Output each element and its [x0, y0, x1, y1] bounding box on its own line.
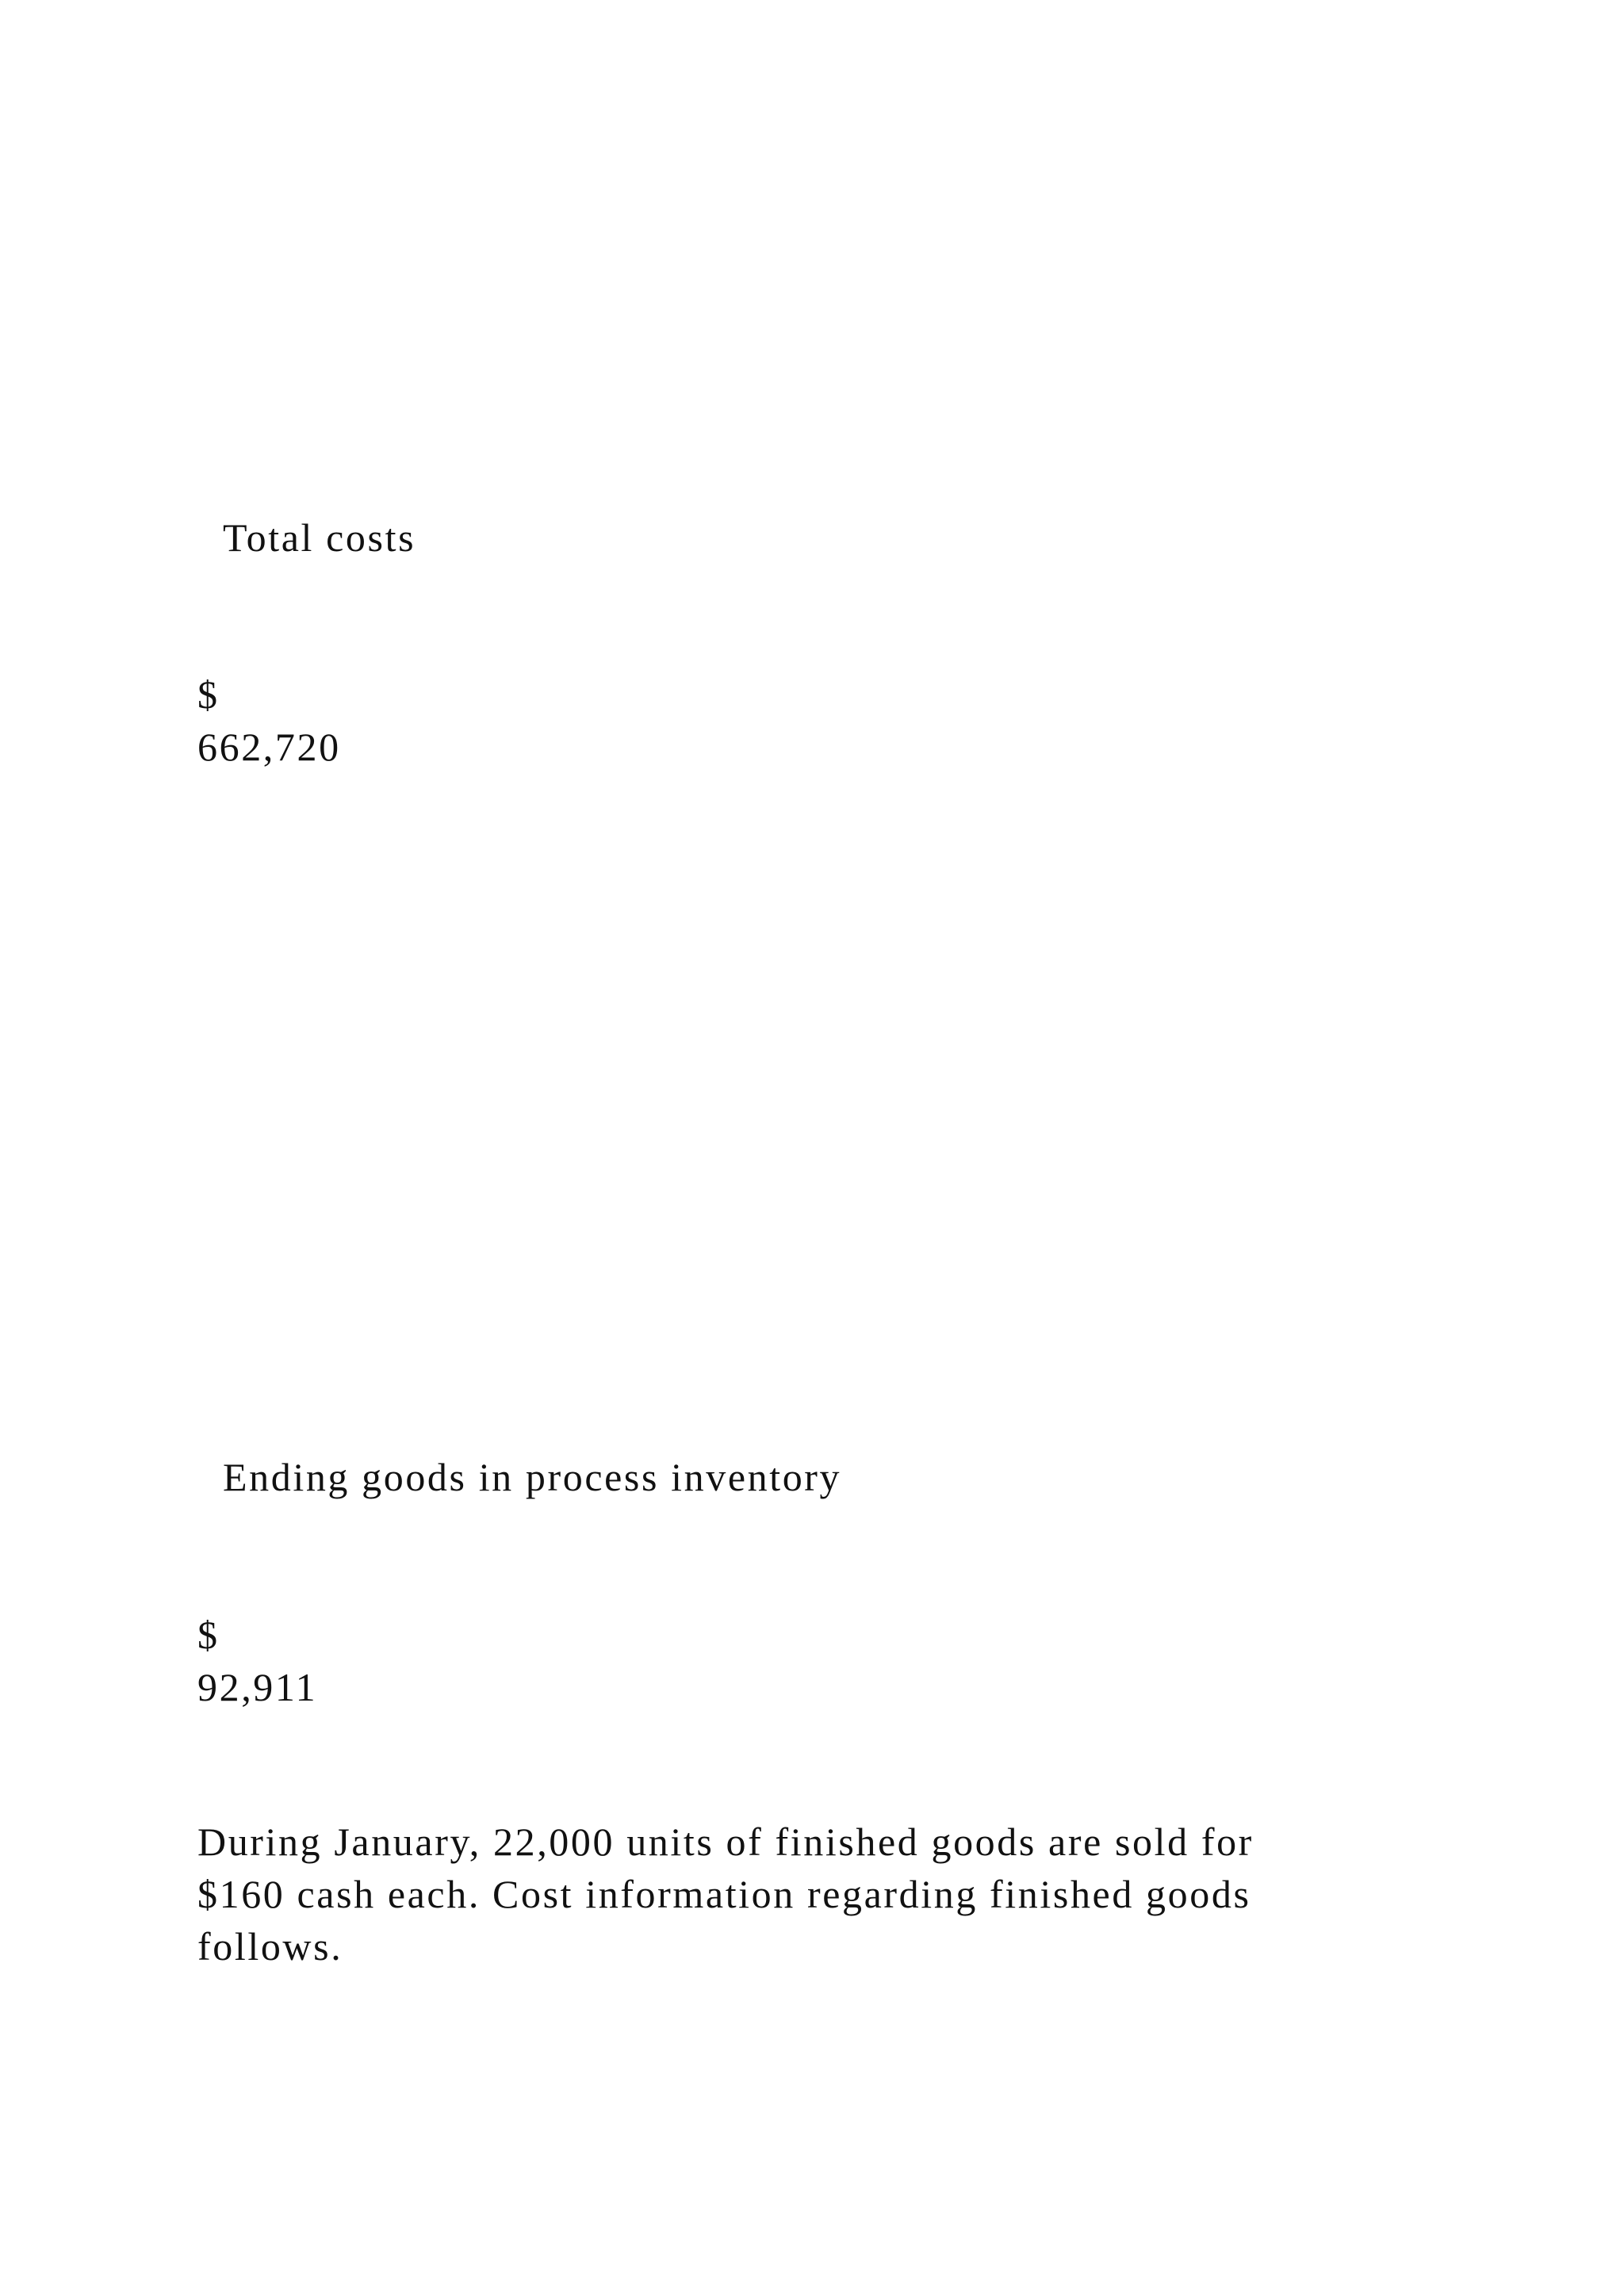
ending-goods-amount: 92,911 [197, 1665, 318, 1709]
total-costs-currency-symbol: $ [197, 672, 220, 717]
total-costs-label: Total costs [223, 515, 416, 560]
ending-goods-in-process-label: Ending goods in process inventory [223, 1455, 842, 1499]
ending-goods-currency-symbol: $ [197, 1613, 220, 1657]
paragraph-line: follows. [197, 1924, 343, 1969]
total-costs-amount: 662,720 [197, 725, 341, 769]
paragraph-line: $160 cash each. Cost information regarding finished goods [197, 1872, 1251, 1916]
finished-goods-paragraph [197, 1816, 1593, 1973]
paragraph-line: During January, 22,000 units of finished goods are sold for [197, 1820, 1254, 1864]
